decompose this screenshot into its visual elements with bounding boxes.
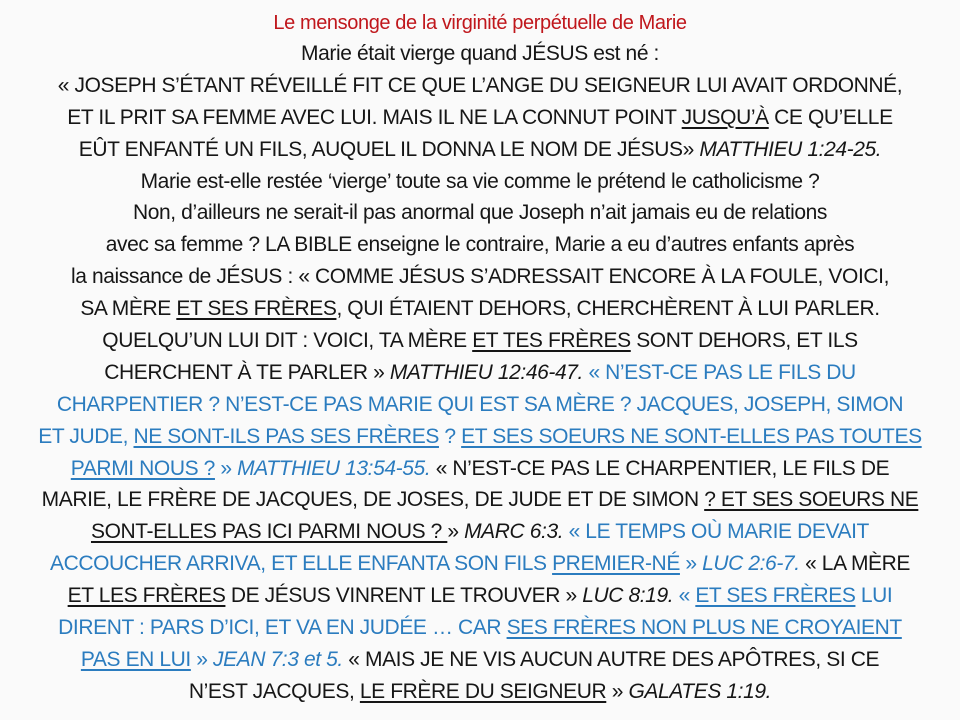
text-segment: QUELQU’UN LUI DIT : VOICI, TA MÈRE [102, 329, 473, 353]
text-segment: Marie était vierge quand JÉSUS est né : [301, 42, 659, 65]
emphasized-text: ET TES FRÈRES [472, 329, 631, 353]
quote-text: » [214, 456, 238, 480]
text-line [0, 70, 960, 102]
emphasized-text: PAS EN LUI [80, 647, 191, 671]
text-segment: » [447, 520, 465, 544]
text-line [0, 102, 960, 134]
text-line-content [71, 261, 889, 293]
emphasized-text: JUSQU’À [681, 105, 769, 129]
emphasized-text: ET SES SOEURS NE SONT-ELLES PAS TOUTES [461, 424, 922, 448]
text-segment: DE JÉSUS VINRENT LE TROUVER » [225, 584, 583, 608]
emphasized-text: ET SES FRÈRES [695, 584, 856, 608]
emphasized-text: LE FRÈRE DU SEIGNEUR [359, 679, 607, 703]
text-line-content [79, 134, 882, 166]
scripture-reference: LUC 2:6-7. [702, 552, 800, 576]
text-line-content [42, 484, 919, 516]
text-line-content [91, 516, 869, 548]
text-line-content [189, 676, 771, 708]
scripture-reference: LUC 8:19. [582, 584, 674, 608]
text-line [0, 166, 960, 198]
slide-body [0, 38, 960, 708]
text-line-content [133, 197, 827, 229]
text-line-content [106, 229, 855, 261]
text-line-content [102, 325, 857, 357]
emphasized-text: NE SONT-ILS PAS SES FRÈRES [133, 424, 439, 448]
text-line [0, 421, 960, 453]
emphasized-text: SONT-ELLES PAS ICI PARMI NOUS ? [90, 520, 448, 544]
text-segment: , QUI ÉTAIENT DEHORS, CHERCHÈRENT À LUI PARLER. [336, 297, 880, 321]
text-segment: N’EST JACQUES, [188, 679, 360, 703]
emphasized-text: ET LES FRÈRES [67, 584, 226, 608]
text-segment: « LA MÈRE [799, 552, 911, 576]
text-line-content [50, 548, 910, 580]
quote-text: » [190, 647, 214, 671]
slide-title: Le mensonge de la virginité perpétuelle de Marie [273, 12, 687, 34]
text-line [0, 644, 960, 676]
text-segment: SA MÈRE [80, 297, 177, 321]
text-line [0, 484, 960, 516]
scripture-reference: JEAN 7:3 et 5. [213, 647, 343, 671]
text-segment: SONT DEHORS, ET ILS [630, 329, 858, 353]
text-segment: « MAIS JE NE VIS AUCUN AUTRE DES APÔTRES, SI CE [342, 647, 880, 671]
scripture-reference: MARC 6:3. [464, 520, 564, 544]
text-segment: » [606, 679, 629, 703]
text-line-content [141, 166, 820, 198]
text-line [0, 229, 960, 261]
text-line-content [68, 580, 893, 612]
text-segment: « JOSEPH S’ÉTANT RÉVEILLÉ FIT CE QUE L’ANGE DU SEIGNEUR LUI AVAIT ORDONNÉ, [57, 73, 903, 97]
quote-text: DIRENT : PARS D’ICI, ET VA EN JUDÉE … CAR [58, 616, 507, 640]
emphasized-text: SES FRÈRES NON PLUS NE CROYAIENT [506, 616, 902, 640]
text-segment: Non, d’ailleurs ne serait-il pas anormal que Joseph n’ait jamais eu de relations [132, 201, 828, 225]
quote-text: ET JUDE, [38, 424, 134, 448]
text-segment: ET IL PRIT SA FEMME AVEC LUI. MAIS IL NE LA CONNUT POINT [67, 105, 682, 129]
text-line [0, 325, 960, 357]
text-segment: MARIE, LE FRÈRE DE JACQUES, DE JOSES, DE JUDE ET DE SIMON [41, 488, 705, 512]
emphasized-text: PARMI NOUS ? [70, 456, 215, 480]
text-line-content [104, 357, 856, 389]
text-line [0, 548, 960, 580]
emphasized-text: PREMIER-NÉ [552, 552, 680, 576]
text-segment: « N’EST-CE PAS LE CHARPENTIER, LE FILS DE [430, 456, 890, 480]
text-segment: Marie est-elle restée ‘vierge’ toute sa vie comme le prétend le catholicisme ? [140, 169, 820, 193]
text-line [0, 676, 960, 708]
text-line [0, 516, 960, 548]
quote-text: LUI [855, 584, 893, 608]
quote-text: » [679, 552, 703, 576]
quote-text: ? [438, 424, 462, 448]
text-line [0, 453, 960, 485]
text-line-content [58, 70, 902, 102]
quote-text: « [678, 584, 696, 608]
text-segment: avec sa femme ? LA BIBLE enseigne le contraire, Marie a eu d’autres enfants après [105, 233, 855, 257]
text-line [0, 38, 960, 70]
text-line [0, 612, 960, 644]
text-line-content [58, 612, 902, 644]
scripture-reference: MATTHIEU 1:24-25. [699, 137, 882, 161]
text-segment: EÛT ENFANTÉ UN FILS, AUQUEL IL DONNA LE NOM DE JÉSUS» [78, 137, 700, 161]
scripture-reference: GALATES 1:19. [628, 679, 772, 703]
text-segment: CHERCHENT À TE PARLER » [104, 360, 390, 384]
text-line-content [81, 644, 879, 676]
text-line [0, 357, 960, 389]
scripture-reference: MATTHIEU 13:54-55. [237, 456, 431, 480]
text-line-content [80, 293, 879, 325]
text-line-content [57, 389, 903, 421]
text-line-content [301, 38, 659, 70]
quote-text: « LE TEMPS OÙ MARIE DEVAIT [568, 520, 869, 544]
slide-title-line [0, 8, 960, 38]
text-line [0, 197, 960, 229]
text-line [0, 261, 960, 293]
text-segment: la naissance de JÉSUS : « COMME JÉSUS S’ADRESSAIT ENCORE À LA FOULE, VOICI, [70, 265, 890, 289]
text-line [0, 389, 960, 421]
text-line [0, 580, 960, 612]
text-line [0, 293, 960, 325]
text-line [0, 134, 960, 166]
text-line-content [38, 421, 921, 453]
emphasized-text: ET SES FRÈRES [176, 297, 337, 321]
quote-text: CHARPENTIER ? N’EST-CE PAS MARIE QUI EST SA MÈRE ? JACQUES, JOSEPH, SIMON [56, 392, 904, 416]
text-segment: CE QU’ELLE [768, 105, 893, 129]
emphasized-text: ? ET SES SOEURS NE [704, 488, 919, 512]
quote-text: « N’EST-CE PAS LE FILS DU [588, 360, 856, 384]
quote-text: ACCOUCHER ARRIVA, ET ELLE ENFANTA SON FILS [49, 552, 553, 576]
text-line-content [67, 102, 892, 134]
scripture-reference: MATTHIEU 12:46-47. [389, 360, 583, 384]
text-line-content [71, 453, 889, 485]
slide [0, 8, 960, 708]
